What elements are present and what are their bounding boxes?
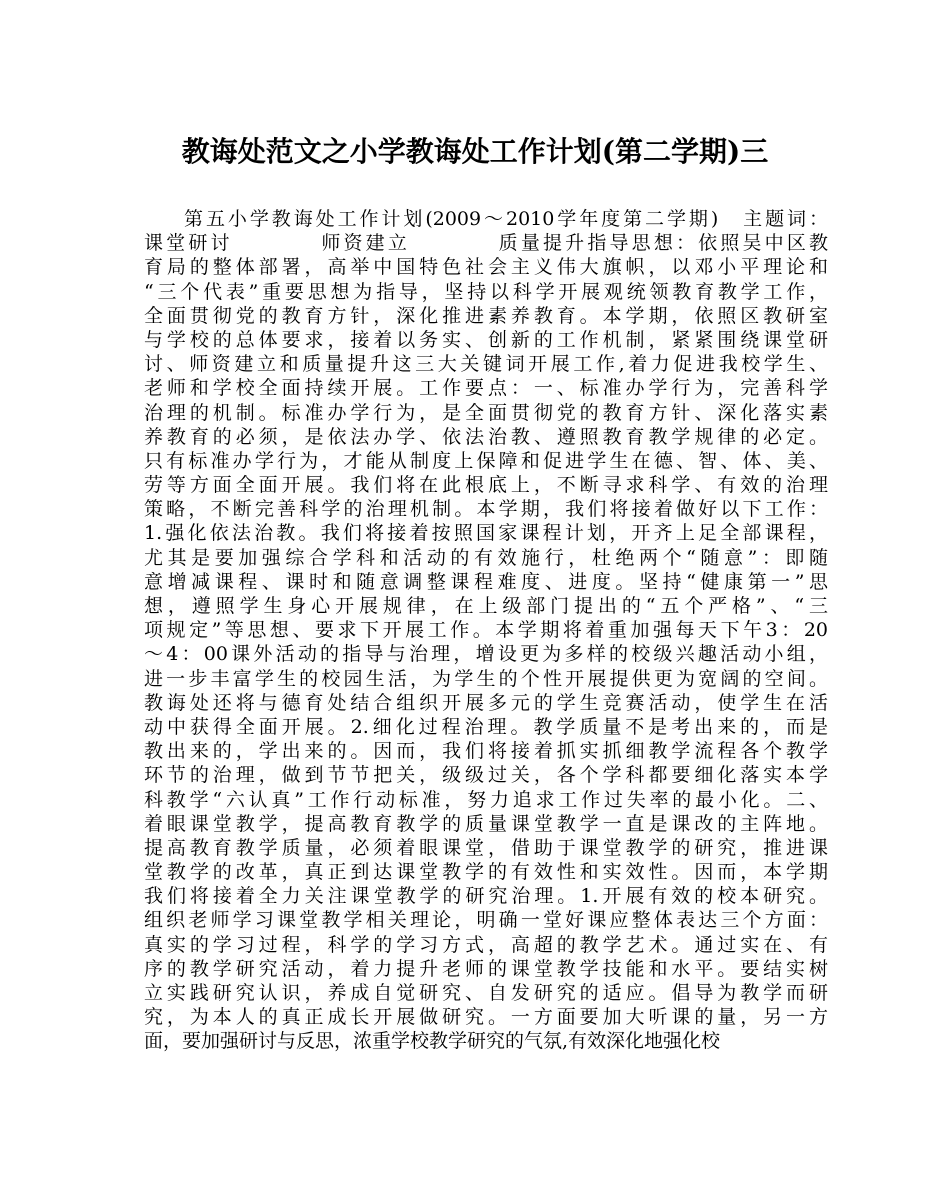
- body-line: 进一步丰富学生的校园生活，为学生的个性开展提供更为宽阔的空间。: [144, 667, 828, 690]
- body-line: 教出来的，学出来的。因而，我们将接着抓实抓细教学流程各个教学: [144, 740, 828, 763]
- body-line: 我们将接着全力关注课堂教学的研究治理。1.开展有效的校本研究。: [144, 885, 828, 908]
- body-line: 究，为本人的真正成长开展做研究。一方面要加大听课的量，另一方: [144, 1006, 828, 1029]
- document-title: 教诲处范文之小学教诲处工作计划(第二学期)三: [181, 135, 769, 168]
- body-line: “三个代表”重要思想为指导，坚持以科学开展观统领教育教学工作，: [144, 280, 828, 303]
- body-line: 教诲处还将与德育处结合组织开展多元的学生竞赛活动，使学生在活: [144, 691, 828, 714]
- body-line: 尤其是要加强综合学科和活动的有效施行，杜绝两个“随意”：即随: [144, 546, 828, 569]
- body-line: 想，遵照学生身心开展规律，在上级部门提出的“五个严格”、“三: [144, 595, 828, 617]
- body-line: 提高教育教学质量，必须着眼课堂，借助于课堂教学的研究，推进课: [144, 836, 828, 859]
- body-line: 养教育的必须，是依法办学、依法治教、遵照教育教学规律的必定。: [144, 425, 828, 448]
- body-line: 组织老师学习课堂教学相关理论，明确一堂好课应整体表达三个方面：: [144, 909, 828, 932]
- body-line: 意增减课程、课时和随意调整课程难度、进度。坚持“健康第一”思: [144, 570, 828, 593]
- document-body: [144, 207, 828, 1054]
- body-line: 老师和学校全面持续开展。工作要点：一、标准办学行为，完善科学: [144, 377, 828, 400]
- body-line: 着眼课堂教学，提高教育教学的质量课堂教学一直是课改的主阵地。: [144, 812, 828, 835]
- body-line: 劳等方面全面开展。我们将在此根底上，不断寻求科学、有效的治理: [144, 474, 828, 497]
- body-line: 真实的学习过程，科学的学习方式，高超的教学艺术。通过实在、有: [144, 933, 828, 956]
- body-line: 面，要加强研讨与反思，浓重学校教学研究的气氛,有效深化地强化校: [144, 1030, 721, 1053]
- body-line: 治理的机制。标准办学行为，是全面贯彻党的教育方针、深化落实素: [144, 401, 828, 424]
- body-line: ～4：00课外活动的指导与治理，增设更为多样的校级兴趣活动小组，: [144, 643, 828, 666]
- body-line: 项规定”等思想、要求下开展工作。本学期将着重加强每天下午3：20: [144, 619, 828, 642]
- body-line: 策略，不断完善科学的治理机制。本学期，我们将接着做好以下工作：: [144, 498, 828, 521]
- body-line: 动中获得全面开展。2.细化过程治理。教学质量不是考出来的，而是: [144, 715, 828, 738]
- body-line: 与学校的总体要求，接着以务实、创新的工作机制，紧紧围绕课堂研: [144, 328, 828, 351]
- body-line: 环节的治理，做到节节把关，级级过关，各个学科都要细化落实本学: [144, 764, 828, 787]
- body-line: 1.强化依法治教。我们将接着按照国家课程计划，开齐上足全部课程，: [144, 522, 828, 545]
- body-line: 立实践研究认识，养成自觉研究、自发研究的适应。倡导为教学而研: [144, 982, 828, 1004]
- body-line: 第五小学教诲处工作计划(2009～2010学年度第二学期) 主题词：: [184, 208, 828, 230]
- body-line: 课堂研讨 师资建立 质量提升指导思想：依照吴中区教: [144, 232, 828, 255]
- body-line: 只有标准办学行为，才能从制度上保障和促进学生在德、智、体、美、: [144, 449, 828, 472]
- body-line: 育局的整体部署，高举中国特色社会主义伟大旗帜，以邓小平理论和: [144, 256, 828, 279]
- body-line: 堂教学的改革，真正到达课堂教学的有效性和实效性。因而，本学期: [144, 861, 828, 884]
- body-line: 序的教学研究活动，着力提升老师的课堂教学技能和水平。要结实树: [144, 957, 828, 980]
- body-line: 科教学“六认真”工作行动标准，努力追求工作过失率的最小化。二、: [144, 788, 828, 811]
- body-line: 全面贯彻党的教育方针，深化推进素养教育。本学期，依照区教研室: [144, 304, 828, 327]
- body-line: 讨、师资建立和质量提升这三大关键词开展工作,着力促进我校学生、: [144, 353, 828, 376]
